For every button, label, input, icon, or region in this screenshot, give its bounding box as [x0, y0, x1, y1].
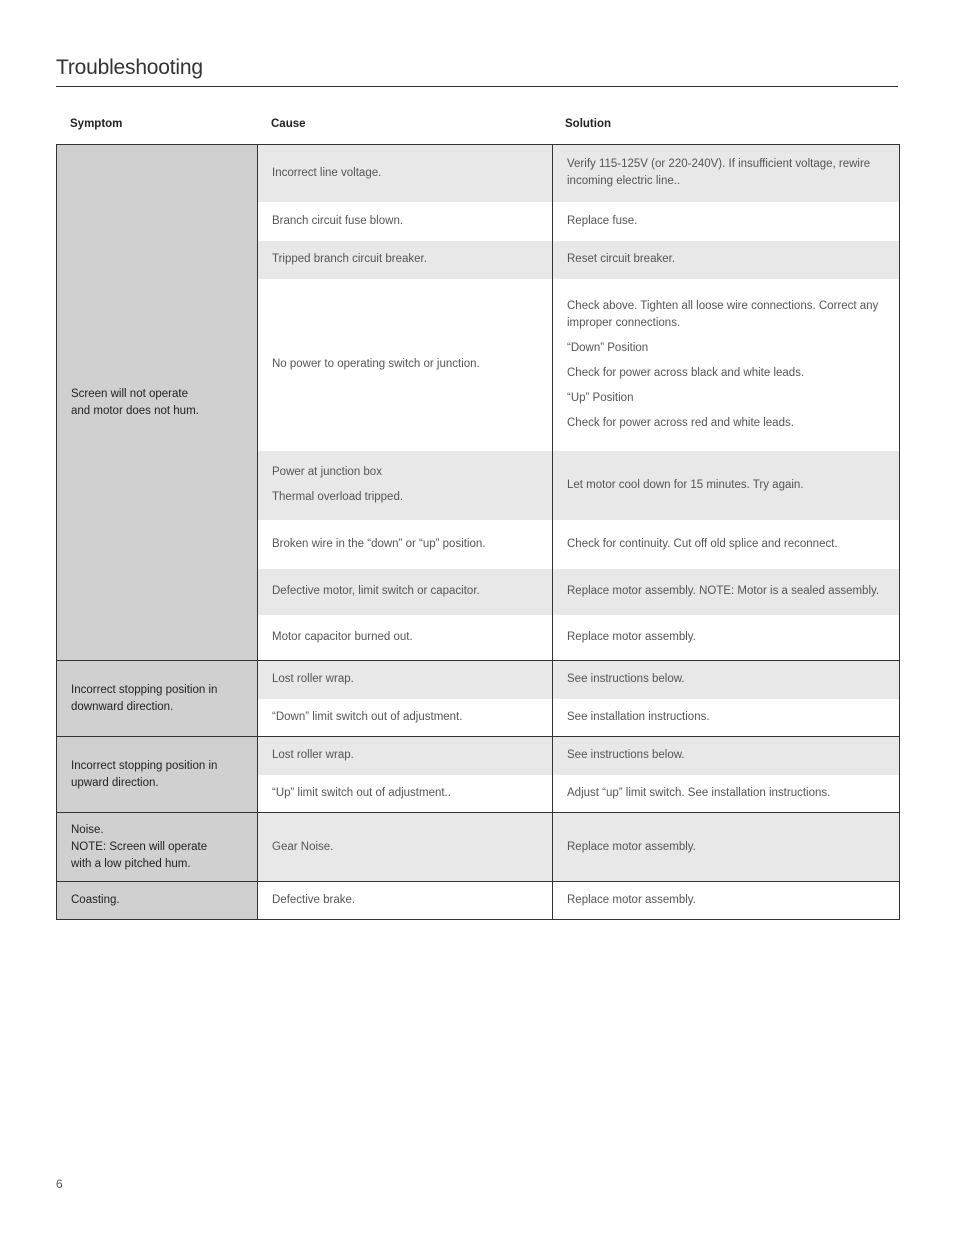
- table-row: [57, 737, 900, 775]
- title-divider: [56, 86, 898, 87]
- solution-cell: [553, 241, 900, 279]
- symptom-text: and motor does not hum.: [71, 404, 199, 417]
- cause-cell: [258, 241, 553, 279]
- solution-cell: [553, 699, 900, 737]
- cause-text: Power at junction box: [272, 466, 382, 478]
- solution-text: Replace motor assembly.: [567, 894, 696, 906]
- cause-text: Gear Noise.: [272, 840, 334, 853]
- symptom-text: NOTE: Screen will operate: [71, 840, 208, 853]
- table-row: [57, 661, 900, 699]
- cause-text: Lost roller wrap.: [272, 749, 354, 762]
- solution-text: Replace fuse.: [567, 214, 638, 227]
- symptom-text: Incorrect stopping position in upward direction.: [71, 759, 218, 789]
- solution-cell: [553, 813, 900, 882]
- page-title: Troubleshooting: [56, 56, 203, 79]
- table-row: [57, 145, 900, 202]
- solution-cell: [553, 615, 900, 661]
- solution-cell: [553, 145, 900, 202]
- cause-text: “Up” limit switch out of adjustment..: [272, 786, 451, 799]
- cause-cell: [258, 813, 553, 882]
- solution-cell: [553, 737, 900, 775]
- cause-cell: [258, 699, 553, 737]
- solution-text: “Down” Position: [567, 341, 649, 354]
- solution-text: Check for continuity. Cut off old splice and reconnect.: [567, 537, 838, 550]
- troubleshooting-table: [56, 144, 900, 920]
- cause-text: Incorrect line voltage.: [272, 166, 382, 179]
- solution-cell: [553, 520, 900, 569]
- cause-cell: [258, 737, 553, 775]
- cause-text: Broken wire in the “down” or “up” position.: [272, 537, 486, 550]
- cause-text: Defective brake.: [272, 894, 356, 906]
- solution-cell: [553, 451, 900, 520]
- solution-text: Replace motor assembly.: [567, 840, 696, 853]
- solution-cell: [553, 202, 900, 241]
- solution-cell: [553, 775, 900, 813]
- symptom-text: with a low pitched hum.: [71, 857, 191, 870]
- cause-cell: [258, 615, 553, 661]
- solution-text: Check for power across red and white leads.: [567, 416, 794, 429]
- table-row: [57, 813, 900, 882]
- solution-text: Let motor cool down for 15 minutes. Try again.: [567, 478, 804, 491]
- cause-cell: [258, 202, 553, 241]
- symptom-cell: [57, 813, 258, 882]
- cause-text: Defective motor, limit switch or capacitor.: [272, 585, 480, 597]
- cause-text: Lost roller wrap.: [272, 673, 354, 686]
- cause-cell: [258, 279, 553, 451]
- solution-text: Reset circuit breaker.: [567, 253, 676, 265]
- cause-text: Tripped branch circuit breaker.: [272, 253, 427, 265]
- solution-text: “Up” Position: [567, 391, 634, 404]
- table-body: [57, 145, 900, 920]
- solution-text: Check above. Tighten all loose wire connections. Correct any improper connections.: [567, 299, 879, 329]
- symptom-cell: [57, 882, 258, 920]
- symptom-cell: [57, 145, 258, 661]
- cause-cell: [258, 451, 553, 520]
- page-number: 6: [56, 1177, 63, 1191]
- solution-text: See instructions below.: [567, 749, 685, 762]
- solution-text: Verify 115-125V (or 220-240V). If insufficient voltage, rewire incoming electric line..: [567, 158, 871, 188]
- solution-text: Replace motor assembly.: [567, 630, 696, 643]
- cause-text: No power to operating switch or junction.: [272, 358, 480, 370]
- symptom-text: Coasting.: [71, 894, 120, 906]
- solution-text: Adjust “up” limit switch. See installation instructions.: [567, 786, 831, 799]
- cause-cell: [258, 569, 553, 615]
- symptom-cell: [57, 737, 258, 813]
- header-symptom: Symptom: [70, 118, 123, 130]
- solution-cell: [553, 661, 900, 699]
- solution-cell: [553, 279, 900, 451]
- header-cause: Cause: [271, 118, 306, 130]
- solution-text: See installation instructions.: [567, 710, 710, 723]
- cause-cell: [258, 882, 553, 920]
- cause-cell: [258, 661, 553, 699]
- header-solution: Solution: [565, 118, 611, 130]
- solution-cell: [553, 569, 900, 615]
- cause-text: Thermal overload tripped.: [272, 491, 404, 503]
- symptom-cell: [57, 661, 258, 737]
- solution-text: See instructions below.: [567, 673, 685, 686]
- solution-text: Replace motor assembly. NOTE: Motor is a sealed assembly.: [567, 585, 880, 597]
- cause-text: “Down” limit switch out of adjustment.: [272, 710, 463, 723]
- cause-cell: [258, 775, 553, 813]
- cause-text: Branch circuit fuse blown.: [272, 214, 404, 227]
- solution-cell: [553, 882, 900, 920]
- solution-text: Check for power across black and white leads.: [567, 366, 805, 379]
- cause-cell: [258, 145, 553, 202]
- symptom-text: Noise.: [71, 823, 104, 836]
- table-row: [57, 882, 900, 920]
- cause-text: Motor capacitor burned out.: [272, 630, 413, 643]
- cause-cell: [258, 520, 553, 569]
- symptom-text: Incorrect stopping position in downward direction.: [71, 683, 218, 713]
- symptom-text: Screen will not operate: [71, 387, 188, 400]
